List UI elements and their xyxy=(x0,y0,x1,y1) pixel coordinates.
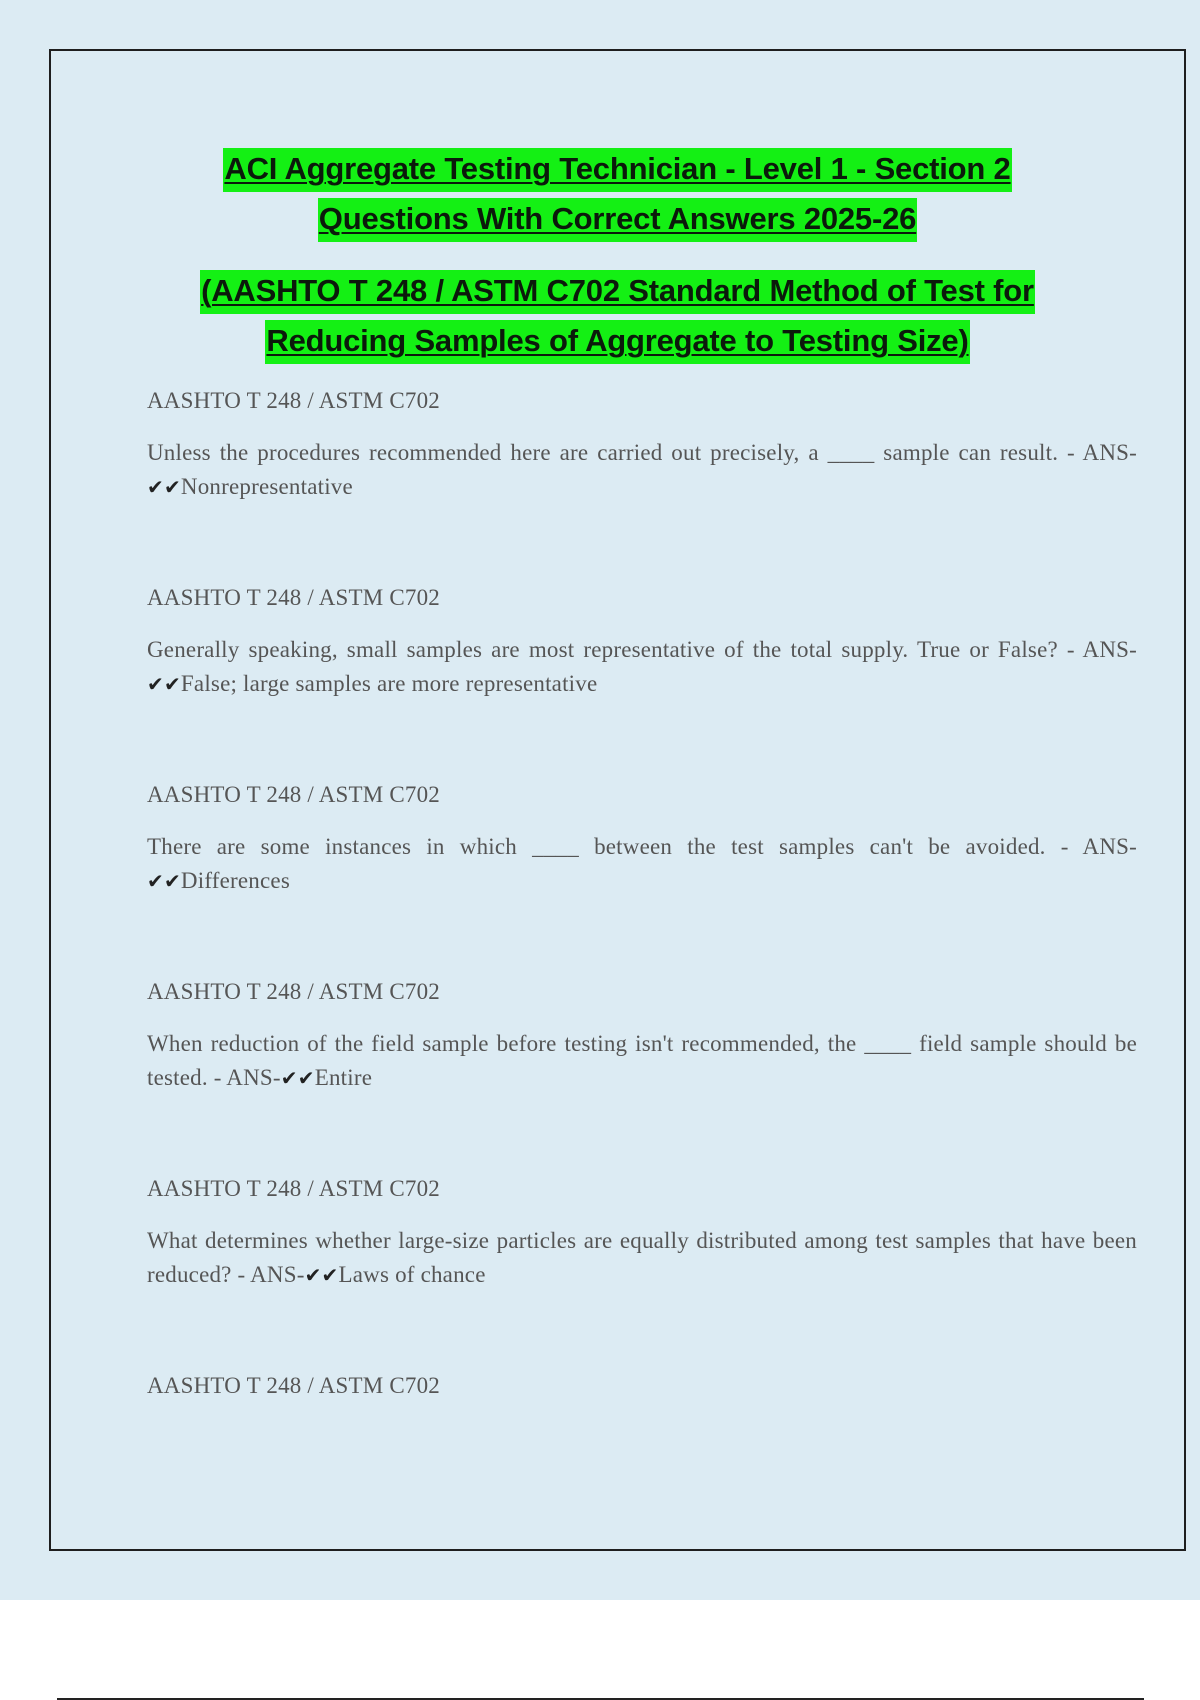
question-item xyxy=(147,977,1137,1174)
question-text: There are some instances in which ____ between the test samples can't be avoided. - xyxy=(147,834,1083,859)
question-text: When reduction of the field sample before testing isn't recommended, the ____ field sample should be tested. - xyxy=(147,1031,1137,1090)
question-body xyxy=(147,830,1137,898)
answer-text: Differences xyxy=(180,868,290,893)
check-marks: ✔✔ xyxy=(147,869,181,893)
question-heading: AASHTO T 248 / ASTM C702 xyxy=(147,1373,440,1398)
question-heading: AASHTO T 248 / ASTM C702 xyxy=(147,979,440,1004)
title-line-1: ACI Aggregate Testing Technician - Level 1 - Section 2 xyxy=(223,148,1011,192)
question-body xyxy=(147,1027,1137,1095)
check-marks: ✔✔ xyxy=(304,1263,339,1287)
answer-marker: ANS- xyxy=(1082,834,1137,859)
answer-text: False; large samples are more representative xyxy=(180,671,598,696)
question-item xyxy=(147,386,1137,583)
answer-text: Entire xyxy=(314,1065,373,1090)
answer-marker: ANS- xyxy=(1082,440,1137,465)
answer-marker: ANS- xyxy=(1082,637,1137,662)
question-item xyxy=(147,1371,1137,1568)
check-marks: ✔✔ xyxy=(147,475,181,499)
question-text: Generally speaking, small samples are most representative of the total supply. True or False? - xyxy=(147,637,1083,662)
question-text: What determines whether large-size particles are equally distributed among test samples that have been reduced? - xyxy=(147,1228,1137,1287)
answer-marker: ANS- xyxy=(250,1262,305,1287)
question-body xyxy=(147,436,1137,504)
check-marks: ✔✔ xyxy=(147,672,181,696)
document-frame xyxy=(49,49,1186,1551)
question-heading: AASHTO T 248 / ASTM C702 xyxy=(147,1176,440,1201)
check-marks: ✔✔ xyxy=(280,1066,315,1090)
question-item xyxy=(147,780,1137,977)
subtitle-line-2: Reducing Samples of Aggregate to Testing Size) xyxy=(265,320,969,364)
question-heading: AASHTO T 248 / ASTM C702 xyxy=(147,782,440,807)
subtitle-line-1: (AASHTO T 248 / ASTM C702 Standard Method of Test for xyxy=(200,270,1035,314)
document-title xyxy=(51,148,1184,248)
question-heading: AASHTO T 248 / ASTM C702 xyxy=(147,388,440,413)
question-heading: AASHTO T 248 / ASTM C702 xyxy=(147,585,440,610)
title-line-2: Questions With Correct Answers 2025-26 xyxy=(318,198,917,242)
question-body xyxy=(147,1224,1137,1292)
answer-text: Nonrepresentative xyxy=(180,474,353,499)
answer-marker: ANS- xyxy=(226,1065,281,1090)
answer-text: Laws of chance xyxy=(338,1262,486,1287)
question-item xyxy=(147,583,1137,780)
question-body xyxy=(147,633,1137,701)
question-item xyxy=(147,1174,1137,1371)
question-text: Unless the procedures recommended here are carried out precisely, a ____ sample can result. - xyxy=(147,440,1083,465)
document-subtitle xyxy=(51,270,1184,370)
question-list xyxy=(147,386,1137,1568)
